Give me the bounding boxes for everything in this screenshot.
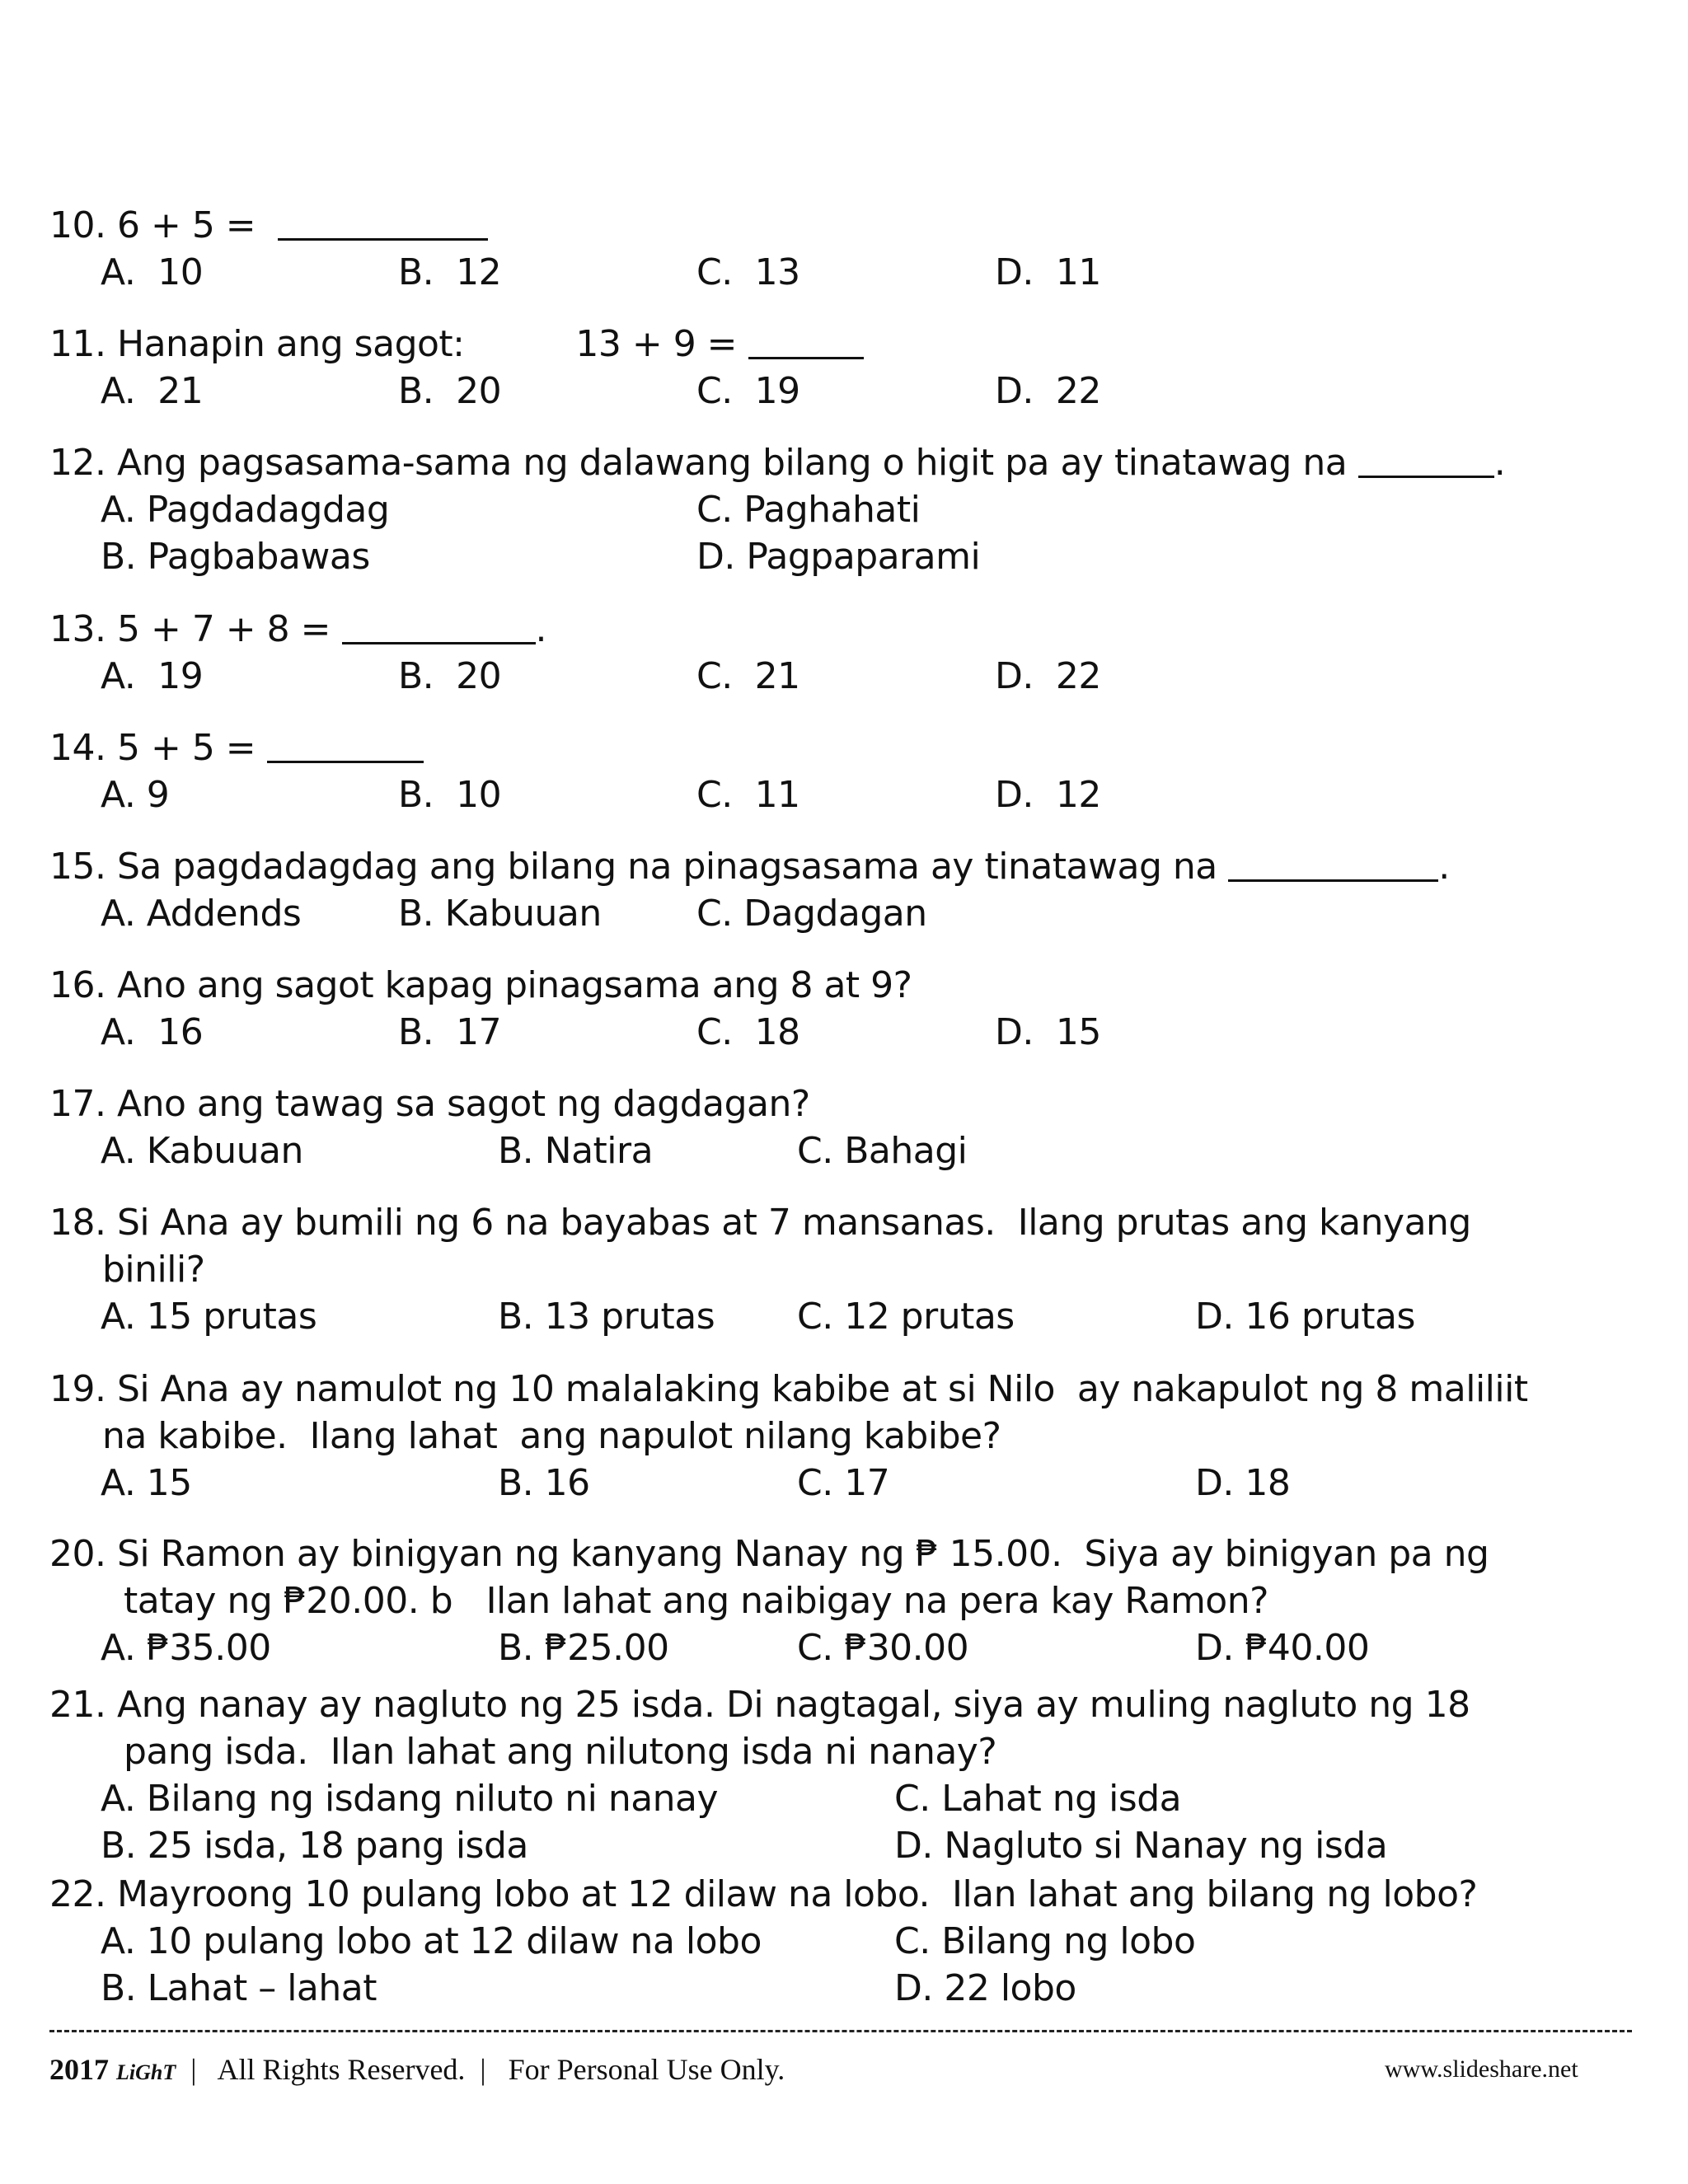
option-a[interactable]: A. 19	[101, 655, 204, 697]
answer-blank	[278, 205, 488, 241]
option-c[interactable]: C. 17	[797, 1462, 890, 1504]
question-10	[49, 202, 1632, 296]
options-row	[49, 1009, 1632, 1056]
question-stem	[49, 1681, 1632, 1728]
option-d[interactable]: D. 16 prutas	[1195, 1296, 1415, 1338]
options-row	[49, 368, 1632, 415]
question-number: 16.	[49, 964, 106, 1006]
question-14	[49, 724, 1632, 818]
option-c[interactable]: C. 19	[696, 370, 800, 412]
option-c[interactable]: C. Paghahati	[696, 489, 921, 531]
question-stem	[49, 1080, 1632, 1127]
question-suffix: .	[1493, 442, 1506, 484]
answer-blank	[342, 609, 536, 644]
question-number: 12.	[49, 442, 106, 484]
question-number: 21.	[49, 1684, 106, 1726]
question-stem-continued: na kabibe. Ilang lahat ang napulot nilang kabibe?	[102, 1415, 1001, 1457]
option-b[interactable]: B. ₱25.00	[498, 1627, 669, 1669]
question-stem	[49, 724, 1632, 771]
option-c[interactable]: C. 12 prutas	[797, 1296, 1015, 1338]
option-a[interactable]: A. 10 pulang lobo at 12 dilaw na lobo	[101, 1920, 762, 1962]
options-row	[49, 1127, 1632, 1174]
option-d[interactable]: D. 18	[1195, 1462, 1291, 1504]
question-number: 10.	[49, 204, 106, 246]
option-b[interactable]: B. Pagbabawas	[101, 536, 370, 578]
question-text: Si Ana ay namulot ng 10 malalaking kabibe at si Nilo ay nakapulot ng 8 maliliit	[116, 1368, 1528, 1410]
option-c[interactable]: C. Dagdagan	[696, 893, 927, 935]
question-stem	[49, 202, 1632, 249]
question-stem	[49, 1366, 1632, 1413]
question-text: Mayroong 10 pulang lobo at 12 dilaw na lobo. Ilan lahat ang bilang ng lobo?	[116, 1873, 1478, 1915]
options-row	[49, 486, 1632, 533]
option-c[interactable]: C. 21	[696, 655, 800, 697]
answer-blank	[748, 324, 864, 359]
options-row	[49, 1460, 1632, 1507]
question-number: 11.	[49, 323, 106, 365]
question-text: Ang pagsasama-sama ng dalawang bilang o higit pa ay tinatawag na	[116, 442, 1348, 484]
question-22	[49, 1871, 1632, 2012]
options-row	[49, 771, 1632, 818]
option-b[interactable]: B. 17	[398, 1011, 502, 1053]
option-b[interactable]: B. 16	[498, 1462, 590, 1504]
question-text: Sa pagdadagdag ang bilang na pinagsasama ay tinatawag na	[116, 846, 1217, 888]
question-19	[49, 1366, 1632, 1507]
question-stem	[49, 606, 1632, 653]
question-18	[49, 1199, 1632, 1340]
footer-brand: LiGhT	[116, 2060, 176, 2084]
option-a[interactable]: A. 15 prutas	[101, 1296, 317, 1338]
option-a[interactable]: A. ₱35.00	[101, 1627, 271, 1669]
footer-divider	[49, 2030, 1632, 2032]
question-16	[49, 962, 1632, 1056]
question-stem-continued: pang isda. Ilan lahat ang nilutong isda ni nanay?	[124, 1731, 997, 1773]
question-21	[49, 1681, 1632, 1869]
question-number: 19.	[49, 1368, 106, 1410]
options-row	[49, 249, 1632, 296]
option-a[interactable]: A. Kabuuan	[101, 1130, 303, 1172]
footer-copyright	[49, 2052, 785, 2087]
options-row	[49, 1775, 1632, 1822]
question-number: 13.	[49, 608, 106, 650]
question-stem	[49, 962, 1632, 1009]
question-number: 20.	[49, 1533, 106, 1575]
option-b[interactable]: B. 20	[398, 370, 502, 412]
question-text: 6 + 5 =	[116, 204, 256, 246]
options-row	[49, 1624, 1632, 1671]
option-b[interactable]: B. 12	[398, 251, 502, 293]
option-d[interactable]: D. Nagluto si Nanay ng isda	[894, 1825, 1388, 1867]
question-text: 5 + 7 + 8 =	[116, 608, 331, 650]
option-b[interactable]: B. Kabuuan	[398, 893, 602, 935]
option-a[interactable]: A. Addends	[101, 893, 302, 935]
footer-site[interactable]: www.slideshare.net	[1385, 2055, 1578, 2083]
question-stem	[49, 321, 1632, 368]
option-d[interactable]: D. ₱40.00	[1195, 1627, 1370, 1669]
question-stem	[49, 1199, 1632, 1246]
option-a[interactable]: A. 9	[101, 774, 170, 816]
option-a[interactable]: A. 15	[101, 1462, 192, 1504]
option-b[interactable]: B. Lahat – lahat	[101, 1967, 377, 2009]
option-b[interactable]: B. Natira	[498, 1130, 654, 1172]
question-text: Ang nanay ay nagluto ng 25 isda. Di nagtagal, siya ay muling nagluto ng 18	[116, 1684, 1470, 1726]
option-d[interactable]: D. 15	[995, 1011, 1101, 1053]
options-row	[49, 1822, 1632, 1869]
question-15	[49, 843, 1632, 937]
footer	[49, 2052, 1632, 2102]
question-13	[49, 606, 1632, 700]
question-20	[49, 1530, 1632, 1671]
question-stem	[49, 439, 1632, 486]
footer-year: 2017	[49, 2053, 109, 2086]
answer-blank	[267, 728, 424, 763]
question-text: Si Ana ay bumili ng 6 na bayabas at 7 mansanas. Ilang prutas ang kanyang	[116, 1202, 1471, 1244]
option-d[interactable]: D. 22 lobo	[894, 1967, 1076, 2009]
question-12	[49, 439, 1632, 580]
question-stem	[49, 1530, 1632, 1577]
question-suffix: .	[1438, 846, 1450, 888]
option-c[interactable]: C. Bahagi	[797, 1130, 968, 1172]
answer-blank	[1228, 846, 1438, 882]
question-equation: 13 + 9 =	[575, 323, 738, 365]
option-d[interactable]: D. 22	[995, 370, 1101, 412]
options-row	[49, 653, 1632, 700]
option-a[interactable]: A. 10	[101, 251, 204, 293]
question-number: 14.	[49, 727, 106, 769]
question-text: Ano ang tawag sa sagot ng dagdagan?	[116, 1083, 810, 1125]
question-number: 17.	[49, 1083, 106, 1125]
options-row	[49, 533, 1632, 580]
option-c[interactable]: C. Lahat ng isda	[894, 1778, 1182, 1820]
option-a[interactable]: A. Pagdadagdag	[101, 489, 390, 531]
question-stem	[49, 1871, 1632, 1918]
option-d[interactable]: D. 11	[995, 251, 1101, 293]
question-number: 18.	[49, 1202, 106, 1244]
question-11	[49, 321, 1632, 415]
option-a[interactable]: A. 16	[101, 1011, 204, 1053]
question-text: Si Ramon ay binigyan ng kanyang Nanay ng ₱ 15.00. Siya ay binigyan pa ng	[116, 1533, 1489, 1575]
options-row	[49, 1965, 1632, 2012]
question-stem-continued: tatay ng ₱20.00. b Ilan lahat ang naibigay na pera kay Ramon?	[124, 1580, 1268, 1622]
question-text: Ano ang sagot kapag pinagsama ang 8 at 9?	[116, 964, 912, 1006]
option-b[interactable]: B. 25 isda, 18 pang isda	[101, 1825, 528, 1867]
question-number: 22.	[49, 1873, 106, 1915]
option-d[interactable]: D. Pagpaparami	[696, 536, 981, 578]
question-suffix: .	[535, 608, 546, 650]
option-c[interactable]: C. 13	[696, 251, 800, 293]
options-row	[49, 1918, 1632, 1965]
footer-rights: | All Rights Reserved. | For Personal Use Only.	[176, 2053, 785, 2086]
question-number: 15.	[49, 846, 106, 888]
option-c[interactable]: C. Bilang ng lobo	[894, 1920, 1196, 1962]
option-c[interactable]: C. ₱30.00	[797, 1627, 969, 1669]
option-a[interactable]: A. 21	[101, 370, 204, 412]
options-row	[49, 890, 1632, 937]
question-stem	[49, 843, 1632, 890]
question-text: 5 + 5 =	[116, 727, 256, 769]
option-c[interactable]: C. 18	[696, 1011, 800, 1053]
answer-blank	[1358, 443, 1494, 478]
option-b[interactable]: B. 10	[398, 774, 502, 816]
options-row	[49, 1293, 1632, 1340]
question-17	[49, 1080, 1632, 1174]
option-d[interactable]: D. 22	[995, 655, 1101, 697]
option-b[interactable]: B. 13 prutas	[498, 1296, 715, 1338]
option-a[interactable]: A. Bilang ng isdang niluto ni nanay	[101, 1778, 719, 1820]
option-c[interactable]: C. 11	[696, 774, 800, 816]
option-d[interactable]: D. 12	[995, 774, 1101, 816]
question-text: Hanapin ang sagot:	[116, 323, 465, 365]
question-stem-continued: binili?	[102, 1249, 205, 1291]
option-b[interactable]: B. 20	[398, 655, 502, 697]
